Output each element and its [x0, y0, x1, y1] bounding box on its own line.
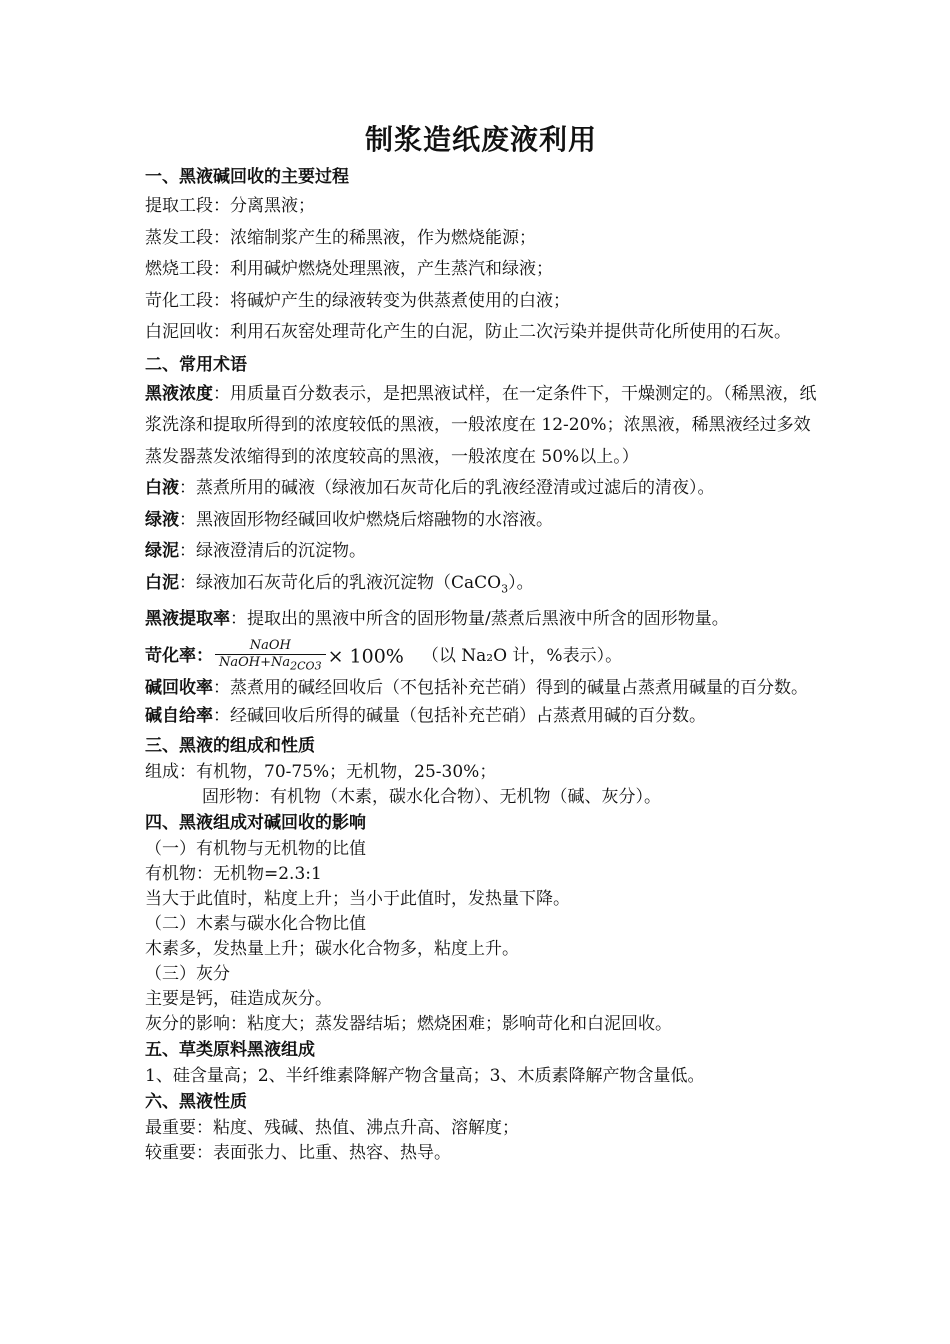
term-definition	[145, 701, 817, 733]
term-text: ：绿液澄清后的沉淀物。	[179, 541, 366, 561]
paragraph: 有机物：无机物=2.3:1	[145, 863, 322, 884]
paragraph: 1、硅含量高；2、半纤维素降解产物含量高；3、木质素降解产物含量低。	[145, 1065, 705, 1086]
term-text: ：经碱回收后所得的碱量（包括补充芒硝）占蒸煮用碱的百分数。	[213, 706, 706, 727]
term-label: 绿泥	[145, 541, 179, 561]
formula-subscript: 2CO3	[290, 659, 322, 673]
term-label: 黑液浓度	[145, 383, 213, 404]
term-label: 白泥	[145, 572, 179, 593]
paragraph: 较重要：表面张力、比重、热容、热导。	[145, 1142, 451, 1163]
term-label: 苛化率	[145, 645, 196, 666]
paragraph: 主要是钙，硅造成灰分。	[145, 988, 332, 1009]
formula-note: （以 Na₂O 计，%表示）。	[421, 645, 623, 666]
subheading: （一）有机物与无机物的比值	[145, 838, 366, 859]
term-colon: ：	[196, 645, 213, 666]
paragraph: 灰分的影响：粘度大；蒸发器结垢；燃烧困难；影响苛化和白泥回收。	[145, 1013, 672, 1034]
paragraph: 白泥回收：利用石灰窑处理苛化产生的白泥，防止二次污染并提供苛化所使用的石灰。	[145, 322, 791, 342]
subscript: 3	[501, 581, 509, 595]
section-heading-6: 六、黑液性质	[145, 1091, 247, 1112]
subheading: （二）木素与碳水化合物比值	[145, 913, 366, 934]
section-heading-3: 三、黑液的组成和性质	[145, 735, 315, 756]
subheading: （三）灰分	[145, 963, 230, 984]
paragraph: 最重要：粘度、残碱、热值、沸点升高、溶解度；	[145, 1117, 519, 1138]
paragraph: 燃烧工段：利用碱炉燃烧处理黑液，产生蒸汽和绿液；	[145, 259, 553, 279]
formula-fraction	[215, 638, 326, 675]
section-heading-2: 二、常用术语	[145, 354, 247, 375]
paragraph: 当大于此值时，粘度上升；当小于此值时，发热量下降。	[145, 888, 570, 909]
term-definition	[145, 604, 817, 636]
formula-denominator-text: NaOH+Na	[219, 655, 291, 671]
term-label: 碱回收率	[145, 678, 213, 699]
formula-numerator: NaOH	[215, 638, 326, 655]
term-label: 碱自给率	[145, 706, 213, 727]
term-label: 黑液提取率	[145, 609, 230, 630]
term-definition	[145, 379, 817, 474]
term-definition	[145, 676, 817, 701]
paragraph: 提取工段：分离黑液；	[145, 196, 315, 216]
term-text: ）。	[508, 572, 534, 593]
section-heading-4: 四、黑液组成对碱回收的影响	[145, 812, 366, 833]
paragraph: 蒸发工段：浓缩制浆产生的稀黑液，作为燃烧能源；	[145, 227, 536, 248]
term-text: ：提取出的黑液中所含的固形物量/蒸煮后黑液中所含的固形物量。	[230, 609, 729, 630]
term-label: 绿液	[145, 509, 179, 530]
paragraph: 苛化工段：将碱炉产生的绿液转变为供蒸煮使用的白液；	[145, 290, 570, 311]
term-definition	[145, 536, 817, 568]
document-title: 制浆造纸废液利用	[364, 123, 597, 156]
term-definition	[145, 568, 817, 605]
term-definition	[145, 473, 817, 505]
term-text: ：绿液加石灰苛化后的乳液沉淀物（CaCO	[179, 572, 502, 593]
section-heading-5: 五、草类原料黑液组成	[145, 1039, 315, 1060]
formula-denominator	[215, 655, 326, 675]
document-page	[145, 118, 817, 1166]
paragraph: 固形物：有机物（木素，碳水化合物）、无机物（碱、灰分）。	[202, 786, 661, 807]
term-label: 白液	[145, 478, 179, 498]
paragraph: 木素多，发热量上升；碳水化合物多，粘度上升。	[145, 938, 519, 959]
term-text: ：蒸煮用的碱经回收后（不包括补充芒硝）得到的碱量占蒸煮用碱量的百分数。	[213, 678, 808, 699]
paragraph: 组成：有机物，70-75%；无机物，25-30%；	[145, 761, 497, 782]
section-heading-1: 一、黑液碱回收的主要过程	[145, 167, 349, 187]
term-text: ：蒸煮所用的碱液（绿液加石灰苛化后的乳液经澄清或过滤后的清夜）。	[179, 478, 715, 498]
formula-multiplier: × 100%	[327, 645, 404, 668]
term-definition	[145, 505, 817, 537]
term-text: ：黑液固形物经碱回收炉燃烧后熔融物的水溶液。	[179, 509, 553, 530]
term-text: ：用质量百分数表示，是把黑液试样，在一定条件下，干燥测定的。（稀黑液，纸浆洗涤和提取所得到的浓度较低的黑液，一般浓度在 12-20%；浓黑液，稀黑液经过多效蒸发器蒸发浓缩得到的浓度较高的黑液，一般浓度在 50%以上。）	[145, 383, 817, 467]
term-definition-formula	[145, 636, 817, 677]
